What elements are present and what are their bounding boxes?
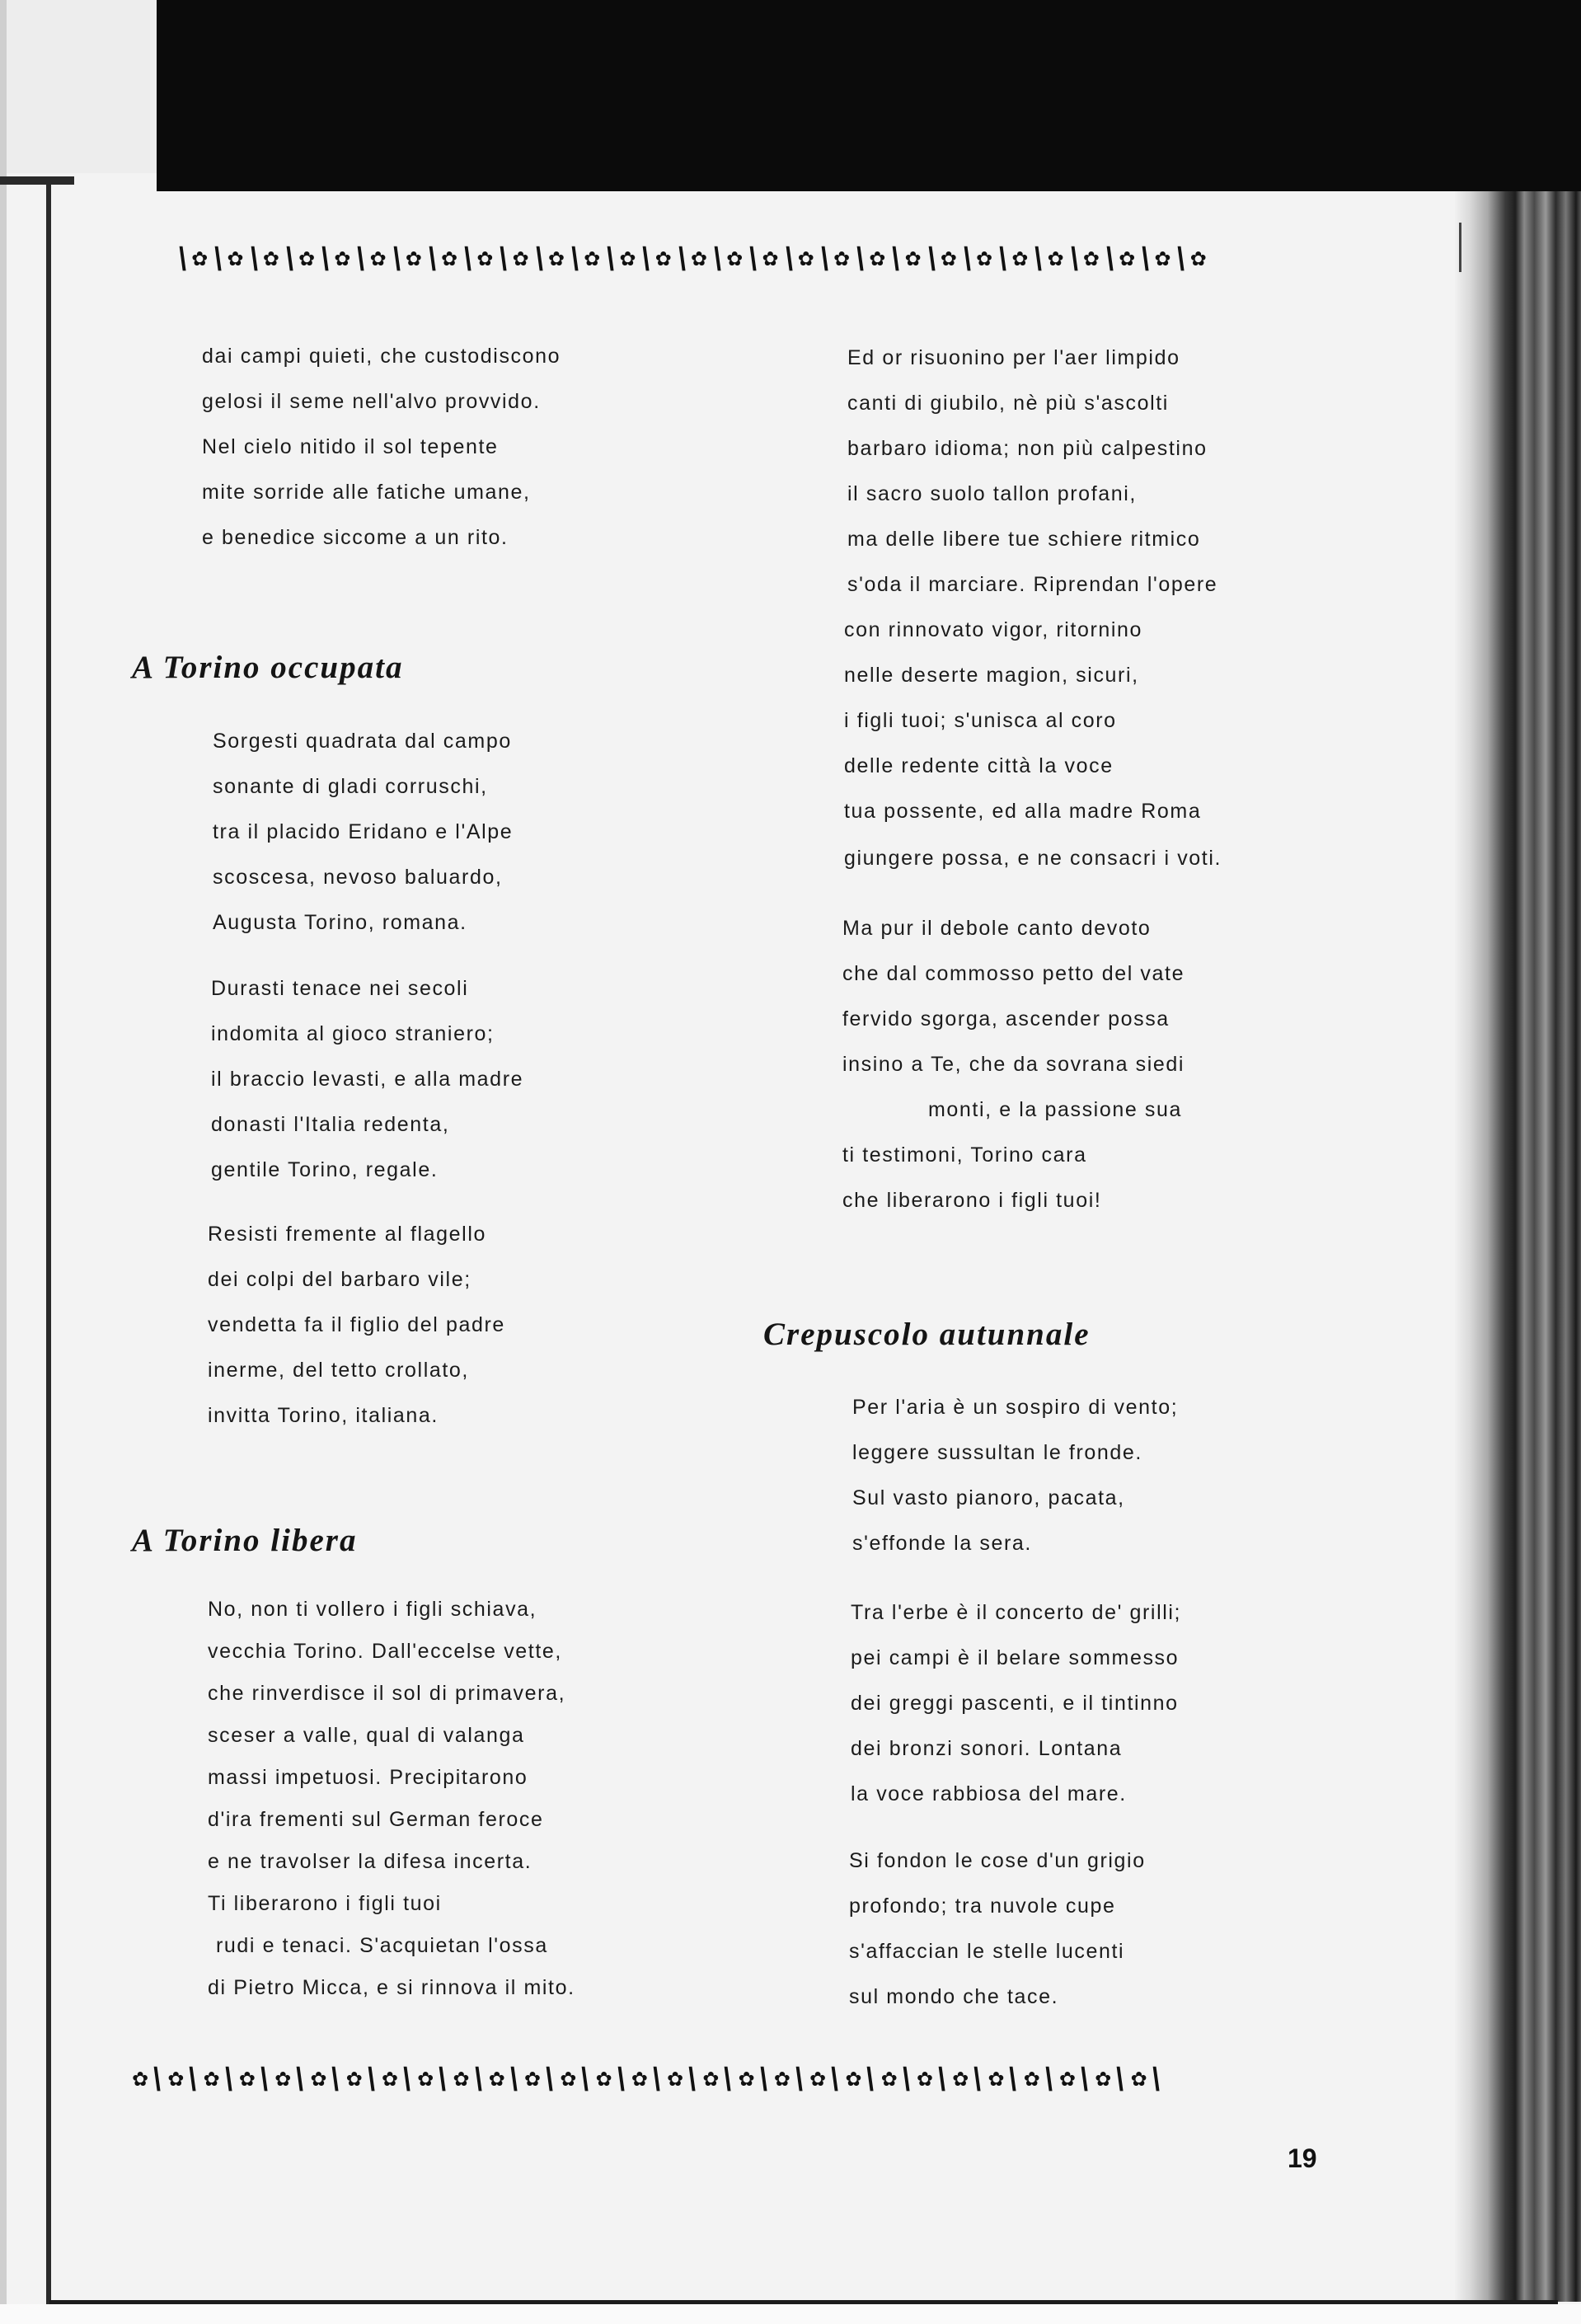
ornament-motif [281, 242, 316, 275]
flower-ornament-icon: ✿ [1047, 247, 1064, 270]
page-curl [0, 176, 74, 185]
slash-ornament-icon: \ [256, 2062, 273, 2096]
slash-ornament-icon: \ [209, 242, 228, 275]
poem-line: s'oda il marciare. Riprendan l'opere [847, 573, 1218, 596]
flower-ornament-icon: ✿ [488, 2068, 505, 2091]
flower-ornament-icon: ✿ [833, 247, 851, 270]
poem-line: delle redente città la voce [844, 754, 1114, 777]
page-left-border [46, 178, 51, 2305]
ornament-motif [1023, 2062, 1058, 2096]
ornament-motif [1101, 242, 1136, 275]
slash-ornament-icon: \ [1172, 242, 1190, 275]
slash-ornament-icon: \ [495, 242, 513, 275]
flower-ornament-icon: ✿ [1058, 2068, 1077, 2091]
flower-ornament-icon: ✿ [1082, 247, 1100, 270]
slash-ornament-icon: \ [398, 2062, 415, 2096]
slash-ornament-icon: \ [1040, 2062, 1058, 2096]
slash-ornament-icon: \ [469, 2062, 487, 2096]
flower-ornament-icon: ✿ [797, 247, 814, 270]
ornament-motif [959, 242, 993, 275]
slash-ornament-icon: \ [1076, 2062, 1093, 2096]
flower-ornament-icon: ✿ [940, 247, 957, 270]
flower-ornament-icon: ✿ [1023, 2068, 1040, 2091]
poem-line: gelosi il seme nell'alvo provvido. [202, 390, 541, 413]
flower-ornament-icon: ✿ [988, 2068, 1005, 2091]
poem-title: A Torino libera [132, 1523, 358, 1558]
flower-ornament-icon: ✿ [547, 247, 565, 270]
flower-ornament-icon: ✿ [952, 2068, 969, 2091]
flower-ornament-icon: ✿ [773, 2068, 790, 2091]
slash-ornament-icon: \ [994, 242, 1011, 275]
poem-line: massi impetuosi. Precipitarono [208, 1766, 528, 1789]
slash-ornament-icon: \ [531, 242, 548, 275]
ornament-motif [167, 2062, 202, 2096]
poem-line: dei bronzi sonori. Lontana [851, 1737, 1123, 1760]
ornament-motif [495, 242, 529, 275]
poem-line: Si fondon le cose d'un grigio [849, 1849, 1146, 1872]
poem-line: vendetta fa il figlio del padre [208, 1313, 505, 1336]
poem-line: fervido sgorga, ascender possa [842, 1007, 1170, 1031]
flower-ornament-icon: ✿ [584, 247, 601, 270]
ornament-motif [709, 242, 744, 275]
slash-ornament-icon: \ [326, 2062, 345, 2096]
ornament-motif [887, 242, 922, 275]
slash-ornament-icon: \ [816, 242, 833, 275]
flower-ornament-icon: ✿ [227, 247, 244, 270]
slash-ornament-icon: \ [1101, 242, 1119, 275]
flower-ornament-icon: ✿ [310, 2068, 327, 2091]
ornament-motif [916, 2062, 950, 2096]
flower-ornament-icon: ✿ [762, 247, 779, 270]
ornament-motif [602, 242, 636, 275]
flower-ornament-icon: ✿ [1011, 247, 1029, 270]
ornament-motif [317, 242, 351, 275]
slash-ornament-icon: \ [1147, 2062, 1165, 2096]
poem-line: mite sorride alle fatiche umane, [202, 481, 531, 504]
slash-ornament-icon: \ [790, 2062, 808, 2096]
ornament-motif [132, 2062, 166, 2096]
slash-ornament-icon: \ [861, 2062, 880, 2096]
flower-ornament-icon: ✿ [904, 247, 922, 270]
flower-ornament-icon: ✿ [845, 2068, 862, 2091]
poem-line: dai campi quieti, che custodiscono [202, 345, 561, 368]
poem-line: s'effonde la sera. [852, 1532, 1032, 1555]
slash-ornament-icon: \ [648, 2062, 665, 2096]
poem-line: Sorgesti quadrata dal campo [213, 730, 512, 753]
ornament-motif [702, 2062, 737, 2096]
ornament-motif [673, 242, 707, 275]
flower-ornament-icon: ✿ [1154, 247, 1171, 270]
poem-line: Nel cielo nitido il sol tepente [202, 435, 499, 458]
slash-ornament-icon: \ [602, 242, 620, 275]
flower-ornament-icon: ✿ [381, 2068, 398, 2091]
ornament-motif [988, 2062, 1022, 2096]
poem-line: dei greggi pascenti, e il tintinno [851, 1692, 1179, 1715]
slash-ornament-icon: \ [388, 242, 406, 275]
poem-line: con rinnovato vigor, ritornino [844, 618, 1143, 641]
flower-ornament-icon: ✿ [726, 247, 744, 270]
flower-ornament-icon: ✿ [1189, 247, 1207, 270]
ornament-motif [1137, 242, 1171, 275]
slash-ornament-icon: \ [683, 2062, 701, 2096]
slash-ornament-icon: \ [184, 2062, 202, 2096]
slash-ornament-icon: \ [887, 242, 905, 275]
slash-ornament-icon: \ [317, 242, 334, 275]
flower-ornament-icon: ✿ [369, 247, 387, 270]
poem-line: pei campi è il belare sommesso [851, 1646, 1180, 1669]
scan-background-top [157, 0, 1581, 191]
poem-line: leggere sussultan le fronde. [852, 1441, 1142, 1464]
flower-ornament-icon: ✿ [512, 247, 529, 270]
flower-ornament-icon: ✿ [203, 2068, 220, 2091]
poem-line: nelle deserte magion, sicuri, [844, 664, 1139, 687]
slash-ornament-icon: \ [541, 2062, 558, 2096]
flower-ornament-icon: ✿ [1130, 2068, 1147, 2091]
poem-line: Tra l'erbe è il concerto de' grilli; [851, 1601, 1182, 1624]
ornament-motif [637, 242, 672, 275]
poem-line: Resisti fremente al flagello [208, 1223, 486, 1246]
slash-ornament-icon: \ [1137, 242, 1155, 275]
poem-line: profondo; tra nuvole cupe [849, 1894, 1116, 1918]
slash-ornament-icon: \ [923, 242, 941, 275]
slash-ornament-icon: \ [1111, 2062, 1129, 2096]
poem-line: e ne travolser la difesa incerta. [208, 1850, 532, 1873]
flower-ornament-icon: ✿ [595, 2068, 612, 2091]
ornament-motif [923, 242, 957, 275]
slash-ornament-icon: \ [612, 2062, 630, 2096]
ornament-border-bottom [132, 2061, 1327, 2097]
slash-ornament-icon: \ [933, 2062, 950, 2096]
flower-ornament-icon: ✿ [654, 247, 672, 270]
slash-ornament-icon: \ [459, 242, 476, 275]
ornament-motif [246, 242, 279, 275]
ornament-motif [209, 242, 244, 275]
slash-ornament-icon: \ [220, 2062, 237, 2096]
ornament-motif [666, 2062, 701, 2096]
poem-line: ti testimoni, Torino cara [842, 1143, 1087, 1167]
slash-ornament-icon: \ [505, 2062, 523, 2096]
ornament-motif [388, 242, 422, 275]
ornament-motif [845, 2062, 880, 2096]
slash-ornament-icon: \ [363, 2062, 380, 2096]
poem-line: la voce rabbiosa del mare. [851, 1782, 1127, 1805]
poem-line: insino a Te, che da sovrana siedi [842, 1053, 1185, 1076]
flower-ornament-icon: ✿ [405, 247, 422, 270]
ornament-motif [523, 2062, 558, 2096]
flower-ornament-icon: ✿ [666, 2068, 684, 2091]
slash-ornament-icon: \ [352, 242, 370, 275]
page-number: 19 [1288, 2143, 1317, 2173]
slash-ornament-icon: \ [148, 2062, 166, 2096]
ornament-motif [1058, 2062, 1093, 2096]
flower-ornament-icon: ✿ [631, 2068, 648, 2091]
ornament-motif [459, 242, 494, 275]
slash-ornament-icon: \ [959, 242, 976, 275]
poem-line: sceser a valle, qual di valanga [208, 1724, 525, 1747]
flower-ornament-icon: ✿ [238, 2068, 256, 2091]
poem-line: e benedice siccome a un rito. [202, 526, 509, 549]
poem-line: che rinverdisce il sol di primavera, [208, 1682, 566, 1705]
flower-ornament-icon: ✿ [476, 247, 494, 270]
poem-line: tra il placido Eridano e l'Alpe [213, 820, 514, 843]
slash-ornament-icon: \ [566, 242, 584, 275]
poem-line: sonante di gladi corruschi, [213, 775, 488, 798]
ornament-motif [631, 2062, 665, 2096]
poem-line: tua possente, ed alla madre Roma [844, 800, 1202, 823]
ornament-motif [773, 2062, 808, 2096]
ornament-border-top [174, 241, 1348, 277]
slash-ornament-icon: \ [673, 242, 691, 275]
poem-line: invitta Torino, italiana. [208, 1404, 439, 1427]
poem-line: donasti l'Italia redenta, [211, 1113, 450, 1136]
flower-ornament-icon: ✿ [298, 247, 316, 270]
slash-ornament-icon: \ [434, 2062, 452, 2096]
slash-ornament-icon: \ [780, 242, 798, 275]
flower-ornament-icon: ✿ [274, 2068, 292, 2091]
slash-ornament-icon: \ [174, 242, 191, 275]
poem-line: giungere possa, e ne consacri i voti. [844, 847, 1222, 870]
ornament-motif [238, 2062, 273, 2096]
poem-line: Per l'aria è un sospiro di vento; [852, 1396, 1179, 1419]
flower-ornament-icon: ✿ [619, 247, 636, 270]
slash-ornament-icon: \ [851, 242, 869, 275]
poem-line: No, non ti vollero i figli schiava, [208, 1598, 537, 1621]
flower-ornament-icon: ✿ [809, 2068, 827, 2091]
ornament-motif [417, 2062, 452, 2096]
flower-ornament-icon: ✿ [690, 247, 707, 270]
slash-ornament-icon: \ [744, 242, 762, 275]
flower-ornament-icon: ✿ [453, 2068, 470, 2091]
ornament-motif [851, 242, 886, 275]
ornament-motif [595, 2062, 630, 2096]
poem-line: Ma pur il debole canto devoto [842, 917, 1152, 940]
ornament-motif [994, 242, 1029, 275]
flower-ornament-icon: ✿ [191, 247, 209, 270]
poem-line: il braccio levasti, e alla madre [211, 1068, 524, 1091]
poem-line: monti, e la passione sua [928, 1098, 1183, 1121]
poem-line: vecchia Torino. Dall'eccelse vette, [208, 1640, 562, 1663]
poem-line: il sacro suolo tallon profani, [847, 482, 1137, 505]
ornament-motif [381, 2062, 415, 2096]
ornament-motif [203, 2062, 237, 2096]
ornament-motif [952, 2062, 987, 2096]
flower-ornament-icon: ✿ [334, 247, 351, 270]
poem-line: inerme, del tetto crollato, [208, 1359, 469, 1382]
scan-margin-bottom [0, 2304, 1581, 2324]
slash-ornament-icon: \ [969, 2062, 987, 2096]
flower-ornament-icon: ✿ [167, 2068, 185, 2091]
ornament-motif [174, 242, 209, 275]
ornament-motif [274, 2062, 309, 2096]
flower-ornament-icon: ✿ [132, 2068, 149, 2091]
ornament-motif [1030, 242, 1064, 275]
poem-line: che liberarono i figli tuoi! [842, 1189, 1102, 1212]
book-spine [1455, 191, 1581, 2302]
poem-line: ma delle libere tue schiere ritmico [847, 528, 1201, 551]
slash-ornament-icon: \ [1004, 2062, 1022, 2096]
slash-ornament-icon: \ [1066, 242, 1083, 275]
flower-ornament-icon: ✿ [262, 247, 279, 270]
slash-ornament-icon: \ [281, 242, 298, 275]
flower-ornament-icon: ✿ [869, 247, 886, 270]
poem-line: s'affaccian le stelle lucenti [849, 1940, 1125, 1963]
poem-line: rudi e tenaci. S'acquietan l'ossa [216, 1934, 548, 1957]
poem-line: canti di giubilo, nè più s'ascolti [847, 392, 1169, 415]
poem-line: Ti liberarono i figli tuoi [208, 1892, 442, 1915]
flower-ornament-icon: ✿ [523, 2068, 542, 2091]
ornament-motif [1095, 2062, 1129, 2096]
ornament-motif [488, 2062, 523, 2096]
scan-margin-top-left [0, 0, 157, 173]
poem-line: gentile Torino, regale. [211, 1158, 439, 1181]
ornament-motif [560, 2062, 594, 2096]
ornament-motif [738, 2062, 772, 2096]
ornament-motif [744, 242, 779, 275]
ornament-motif [345, 2062, 380, 2096]
ornament-motif [453, 2062, 487, 2096]
slash-ornament-icon: \ [719, 2062, 737, 2096]
poem-line: indomita al gioco straniero; [211, 1022, 495, 1045]
scan-left-edge [0, 0, 7, 2324]
poem-line: di Pietro Micca, e si rinnova il mito. [208, 1976, 575, 1999]
flower-ornament-icon: ✿ [441, 247, 458, 270]
flower-ornament-icon: ✿ [417, 2068, 434, 2091]
ornament-motif [1172, 242, 1207, 275]
poem-line: dei colpi del barbaro vile; [208, 1268, 471, 1291]
poem-line: sul mondo che tace. [849, 1985, 1059, 2008]
flower-ornament-icon: ✿ [702, 2068, 720, 2091]
flower-ornament-icon: ✿ [1095, 2068, 1112, 2091]
poem-title: A Torino occupata [132, 650, 404, 685]
spine-mark [1459, 223, 1461, 272]
flower-ornament-icon: ✿ [1119, 247, 1136, 270]
flower-ornament-icon: ✿ [976, 247, 993, 270]
ornament-motif [780, 242, 814, 275]
slash-ornament-icon: \ [755, 2062, 772, 2096]
ornament-motif [531, 242, 565, 275]
flower-ornament-icon: ✿ [916, 2068, 933, 2091]
slash-ornament-icon: \ [637, 242, 655, 275]
slash-ornament-icon: \ [576, 2062, 594, 2096]
slash-ornament-icon: \ [898, 2062, 915, 2096]
slash-ornament-icon: \ [826, 2062, 844, 2096]
poem-line: barbaro idioma; non più calpestino [847, 437, 1208, 460]
slash-ornament-icon: \ [424, 242, 441, 275]
poem-line: Durasti tenace nei secoli [211, 977, 469, 1000]
slash-ornament-icon: \ [709, 242, 726, 275]
ornament-motif [566, 242, 601, 275]
slash-ornament-icon: \ [1030, 242, 1048, 275]
slash-ornament-icon: \ [291, 2062, 309, 2096]
ornament-motif [1066, 242, 1100, 275]
ornament-motif [1130, 2062, 1165, 2096]
poem-line: che dal commosso petto del vate [842, 962, 1185, 985]
poem-line: scoscesa, nevoso baluardo, [213, 866, 503, 889]
ornament-motif [352, 242, 387, 275]
ornament-motif [816, 242, 851, 275]
flower-ornament-icon: ✿ [560, 2068, 577, 2091]
ornament-motif [880, 2062, 915, 2096]
flower-ornament-icon: ✿ [738, 2068, 755, 2091]
poem-line: Sul vasto pianoro, pacata, [852, 1486, 1125, 1509]
ornament-motif [424, 242, 458, 275]
poem-line: d'ira frementi sul German feroce [208, 1808, 544, 1831]
poem-line: Ed or risuonino per l'aer limpido [847, 346, 1180, 369]
flower-ornament-icon: ✿ [880, 2068, 898, 2091]
ornament-motif [310, 2062, 345, 2096]
poem-title: Crepuscolo autunnale [763, 1317, 1091, 1352]
ornament-motif [809, 2062, 844, 2096]
slash-ornament-icon: \ [246, 242, 263, 275]
poem-line: Augusta Torino, romana. [213, 911, 467, 934]
poem-line: i figli tuoi; s'unisca al coro [844, 709, 1117, 732]
flower-ornament-icon: ✿ [345, 2068, 363, 2091]
